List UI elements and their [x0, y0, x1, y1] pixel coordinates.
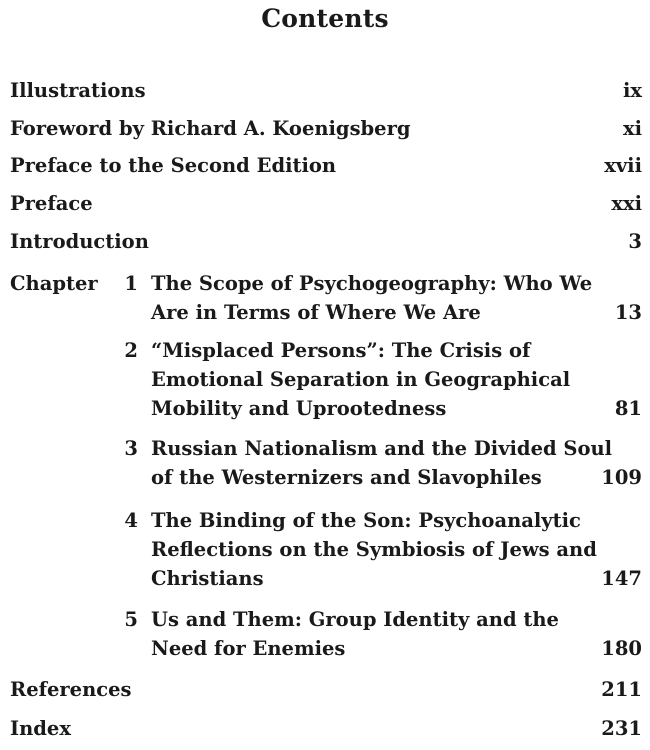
chapter-title-line: of the Westernizers and Slavophiles	[151, 466, 542, 489]
toc-entry-introduction[interactable]	[10, 227, 642, 256]
chapter-number: 4	[124, 509, 138, 532]
chapter-number: 2	[124, 339, 138, 362]
toc-entry-illustrations[interactable]	[10, 76, 642, 105]
chapter-title-line: Christians	[151, 567, 264, 590]
toc-entry-preface[interactable]	[10, 189, 642, 218]
toc-entry-foreword[interactable]	[10, 114, 642, 143]
chapter-title-line: Need for Enemies	[151, 637, 346, 660]
chapter-title	[151, 336, 591, 423]
chapter-number: 3	[124, 437, 138, 460]
toc-entry-references[interactable]	[10, 675, 642, 704]
chapter-word: Chapter	[10, 272, 98, 295]
chapter-number: 5	[124, 608, 138, 631]
toc-entry-label: Preface	[10, 192, 93, 215]
toc-entry-page: xvii	[604, 154, 642, 177]
toc-entry-preface-second-edition[interactable]	[10, 151, 642, 180]
chapter-title-line: “Misplaced Persons”: The Crisis of	[151, 339, 531, 362]
toc-chapter-5[interactable]	[10, 605, 642, 663]
toc-entry-page: xxi	[611, 192, 642, 215]
chapter-page: 13	[614, 301, 642, 324]
toc-entry-page: xi	[622, 117, 642, 140]
chapter-title-line: Russian Nationalism and the Divided Soul	[151, 437, 613, 460]
chapter-title-line: The Scope of Psychogeography: Who We	[151, 272, 593, 295]
chapter-title	[151, 434, 613, 492]
toc-chapter-3[interactable]	[10, 434, 642, 492]
toc-entry-page: 231	[601, 717, 642, 740]
chapter-page: 81	[614, 397, 642, 420]
chapter-title	[151, 605, 591, 663]
toc-chapter-1[interactable]	[10, 269, 642, 327]
chapter-title-line: Emotional Separation in Geographical	[151, 368, 571, 391]
chapter-title-line: The Binding of the Son: Psychoanalytic	[151, 509, 581, 532]
chapter-number: 1	[124, 272, 138, 295]
toc-chapter-4[interactable]	[10, 506, 642, 593]
chapter-title-line: Reflections on the Symbiosis of Jews and	[151, 538, 597, 561]
toc-entry-index[interactable]	[10, 714, 642, 743]
toc-chapter-2[interactable]	[10, 336, 642, 423]
toc-entry-label: References	[10, 678, 132, 701]
toc-entry-page: ix	[622, 79, 642, 102]
page-title: Contents	[261, 4, 389, 33]
toc-entry-label: Preface to the Second Edition	[10, 154, 337, 177]
toc-entry-label: Foreword by Richard A. Koenigsberg	[10, 117, 411, 140]
toc-entry-label: Index	[10, 717, 71, 740]
toc-entry-page: 211	[601, 678, 642, 701]
chapter-title	[151, 269, 591, 327]
chapter-page: 109	[601, 466, 642, 489]
chapter-title-line: Us and Them: Group Identity and the	[151, 608, 559, 631]
toc-entry-label: Introduction	[10, 230, 149, 253]
toc-entry-label: Illustrations	[10, 79, 146, 102]
chapter-title	[151, 506, 597, 593]
chapter-page: 180	[601, 637, 642, 660]
toc-entry-page: 3	[628, 230, 642, 253]
chapter-title-line: Are in Terms of Where We Are	[151, 301, 481, 324]
chapter-title-line: Mobility and Uprootedness	[151, 397, 447, 420]
chapter-page: 147	[601, 567, 642, 590]
